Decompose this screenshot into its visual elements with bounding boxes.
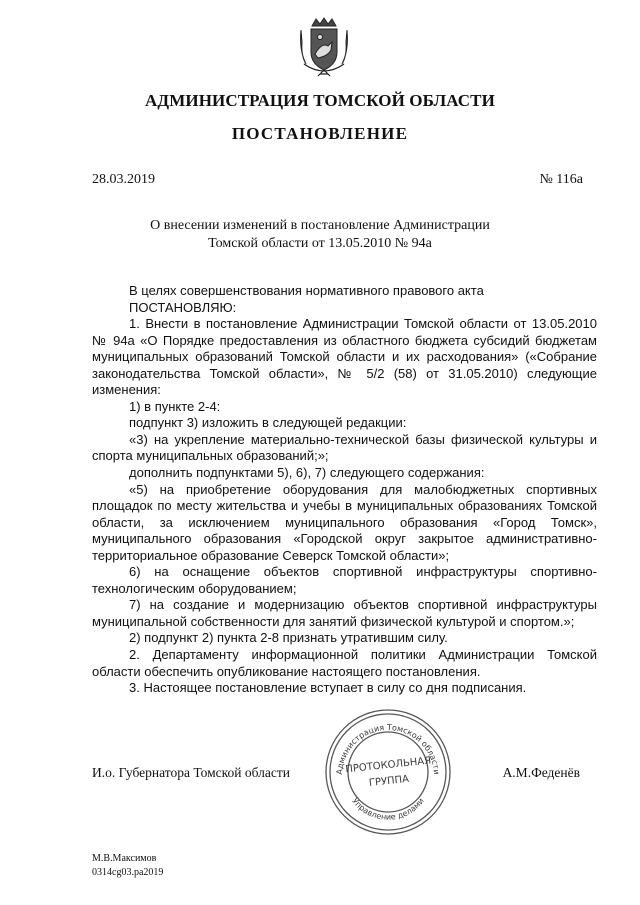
- stamp-bottom-text: Управление делами: [350, 796, 426, 822]
- preamble: В целях совершенствования нормативного правового акта: [129, 283, 484, 298]
- subject-line-2: Томской области от 13.05.2010 № 94а: [208, 236, 432, 251]
- stamp-center-line-1: ПРОТОКОЛЬНАЯ: [344, 755, 432, 776]
- clause-1-1-sub3-intro: подпункт 3) изложить в следующей редакции:: [129, 415, 407, 431]
- official-stamp: [318, 702, 458, 842]
- signer-position: И.о. Губернатора Томской области: [92, 765, 290, 780]
- document-number: № 116а: [539, 172, 583, 187]
- clause-3: 3. Настоящее постановление вступает в силу со дня подписания.: [129, 680, 527, 696]
- document-body: [92, 283, 597, 697]
- resolve-word: ПОСТАНОВЛЯЮ:: [129, 299, 237, 315]
- clause-sub6-text: 6) на оснащение объектов спортивной инфраструктуры спортивно-технологическим оборудованием;: [92, 564, 597, 596]
- clause-2: 2. Департаменту информационной политики Администрации Томской области обеспечить опубликование настоящего постановления.: [92, 647, 597, 679]
- executor-name: М.В.Максимов: [92, 853, 157, 864]
- stamp-ring-text: Администрация Томской области: [334, 722, 442, 775]
- signer-name: А.М.Феденёв: [502, 765, 580, 780]
- document-subject: [0, 217, 640, 253]
- clause-add-intro: дополнить подпунктами 5), 6), 7) следующего содержания:: [129, 465, 485, 481]
- clause-sub3-text: «3) на укрепление материально-технической базы физической культуры и спорта муниципальных образований;»;: [92, 431, 597, 464]
- organization-name: АДМИНИСТРАЦИЯ ТОМСКОЙ ОБЛАСТИ: [145, 91, 495, 110]
- document-date: 28.03.2019: [92, 172, 155, 187]
- clause-1-2: 2) подпункт 2) пункта 2-8 признать утратившим силу.: [129, 630, 448, 646]
- subject-line-1: О внесении изменений в постановление Администрации: [150, 218, 490, 233]
- clause-1-1: 1) в пункте 2-4:: [129, 398, 221, 414]
- executor-block: [92, 852, 163, 880]
- clause-1: 1. Внести в постановление Администрации Томской области от 13.05.2010 № 94а «О Порядке предоставления из областного бюджета субсидий бюджетам муниципальных образований Томской области и их расходования» («Собрание законодательства Томской области», № 5/2 (58) от 31.05.2010) следующие изменения:: [92, 316, 597, 398]
- stamp-center-line-2: ГРУППА: [368, 773, 410, 790]
- executor-ref: 0314сg03.ра2019: [92, 867, 164, 878]
- document-type: ПОСТАНОВЛЕНИЕ: [231, 124, 409, 143]
- clause-sub5-text: «5) на приобретение оборудования для малобюджетных спортивных площадок по месту жительства и учебы в муниципальных образованиях Томской области, за исключением муниципального образования «Город Томск», муниципального образования «Городской округ закрытое административно-территориальное образование Северск Томской области»;: [92, 481, 597, 563]
- clause-sub7-text: 7) на создание и модернизацию объектов спортивной инфраструктуры муниципальной собственности для занятий физической культурой и спортом.»;: [92, 597, 597, 629]
- coat-of-arms-icon: [298, 16, 350, 78]
